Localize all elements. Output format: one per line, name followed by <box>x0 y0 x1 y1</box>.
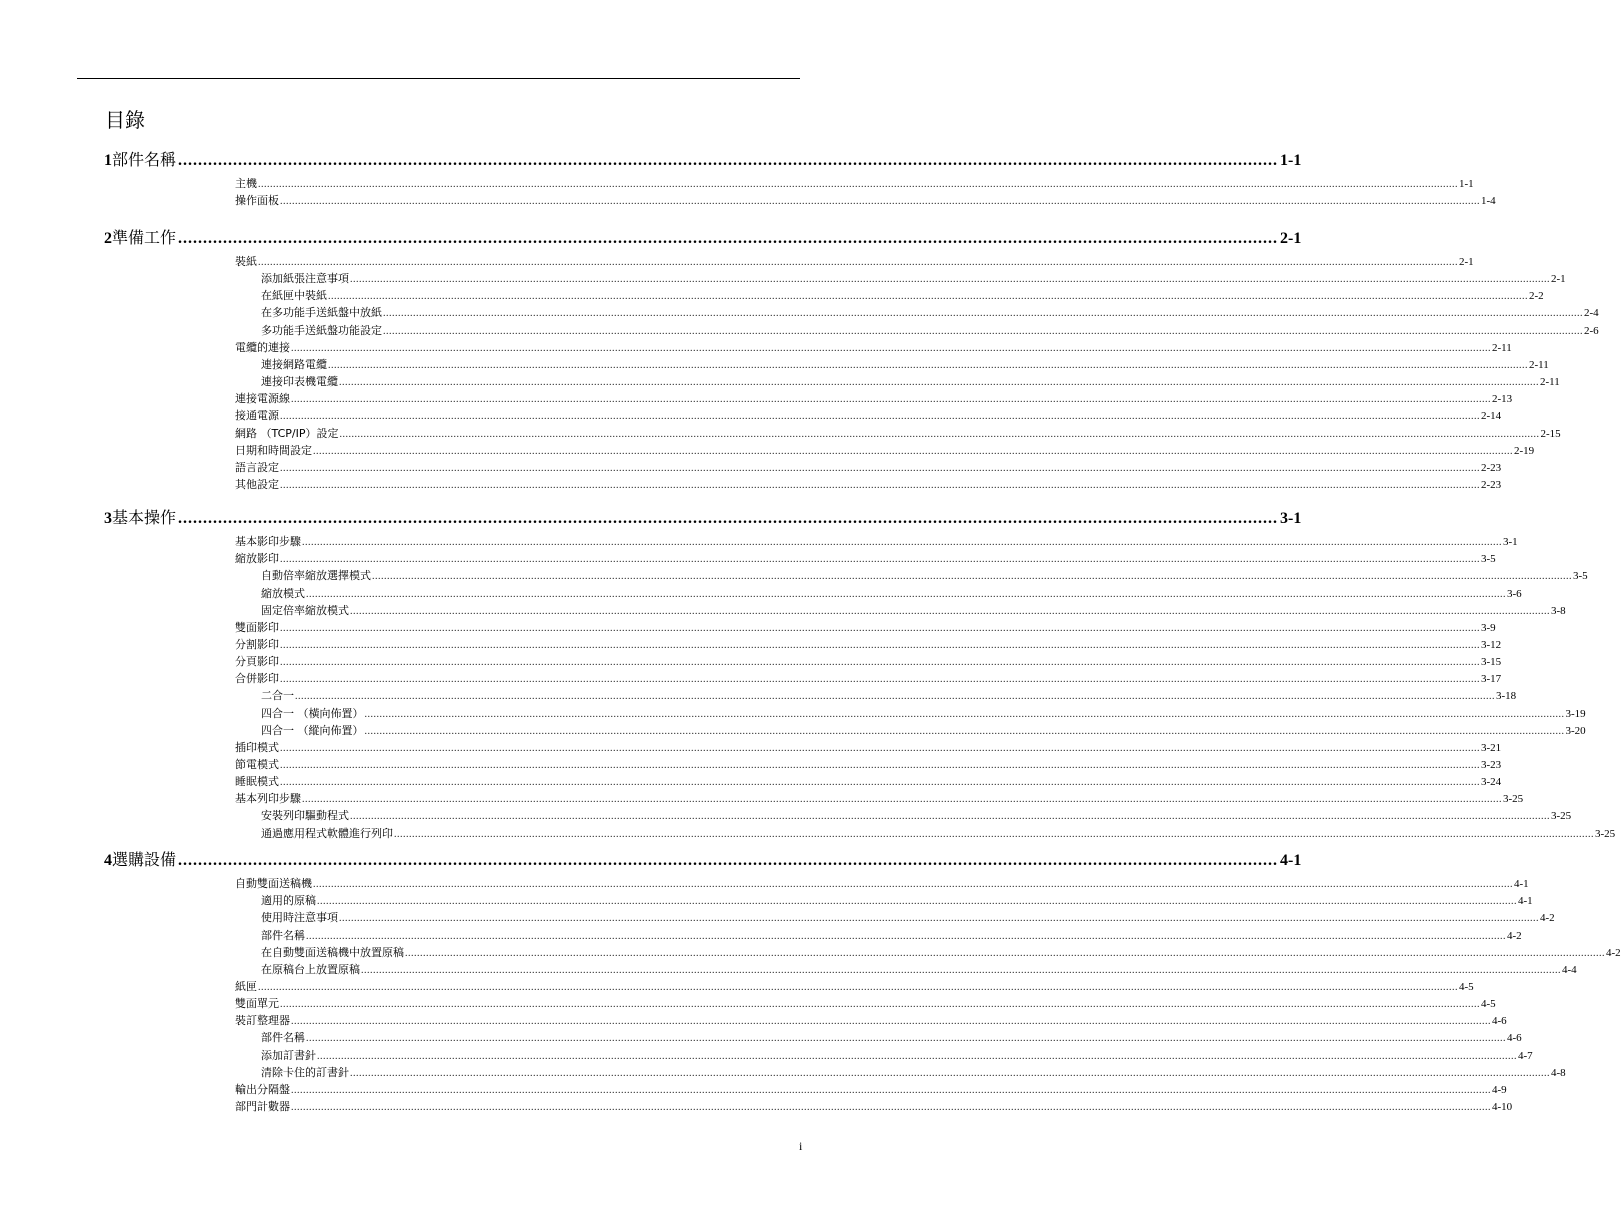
page-folio: i <box>799 1139 803 1153</box>
chapter-row[interactable] <box>104 507 1302 529</box>
toc-subentry[interactable] <box>261 705 1586 722</box>
toc-subentry[interactable] <box>261 1047 1533 1064</box>
dot-leader: ................................................................................................................................................................................................................................................................................................................................................................................................................ <box>280 411 1480 423</box>
chapter-number: 4 <box>104 852 112 869</box>
entry-page-number: 3-24 <box>1481 776 1502 789</box>
entry-page-number: 4-2 <box>1540 912 1555 925</box>
dot-leader: ................................................................................................................................................................................................................................................................................................................................................................................................................ <box>280 742 1480 754</box>
toc-entry[interactable] <box>235 978 1474 995</box>
toc-entry[interactable] <box>235 636 1502 653</box>
dot-leader: ............................................................................................................................................................................................................................ <box>178 230 1279 247</box>
chapter-row[interactable] <box>104 849 1302 871</box>
chapter-row[interactable] <box>104 149 1302 171</box>
toc-heading: 目錄 <box>105 108 145 132</box>
dot-leader: ................................................................................................................................................................................................................................................................................................................................................................................................................ <box>302 794 1502 806</box>
toc-subentry[interactable] <box>261 356 1549 373</box>
dot-leader: ................................................................................................................................................................................................................................................................................................................................................................................................................ <box>339 428 1540 440</box>
entry-page-number: 3-19 <box>1565 707 1586 720</box>
toc-subentry[interactable] <box>261 602 1566 619</box>
entry-page-number: 2-11 <box>1540 376 1560 388</box>
entry-page-number: 3-25 <box>1503 793 1524 806</box>
entry-page-number: 3-20 <box>1565 724 1586 737</box>
entry-title: 連接網路電纜 <box>261 357 327 371</box>
entry-page-number: 3-25 <box>1595 827 1616 840</box>
entry-page-number: 3-21 <box>1481 741 1502 754</box>
dot-leader: ................................................................................................................................................................................................................................................................................................................................................................................................................ <box>280 462 1480 474</box>
entry-title: 連接電源線 <box>235 392 290 406</box>
entry-title: 分頁影印 <box>235 655 279 668</box>
entry-page-number: 4-4 <box>1562 963 1577 976</box>
toc-entry[interactable] <box>235 875 1529 892</box>
entry-title: 四合一 （縱向佈置） <box>261 723 364 737</box>
toc-entry[interactable] <box>235 459 1502 476</box>
entry-page-number: 3-17 <box>1481 673 1502 686</box>
chapter-page-number: 2-1 <box>1280 230 1302 247</box>
chapter-number: 1 <box>104 152 112 169</box>
entry-title: 語言設定 <box>235 460 279 474</box>
entry-title: 合併影印 <box>235 672 279 686</box>
toc-entry[interactable] <box>235 1098 1513 1115</box>
dot-leader: ............................................................................................................................................................................................................................ <box>178 152 1279 169</box>
toc-entry[interactable] <box>235 390 1513 407</box>
dot-leader: ................................................................................................................................................................................................................................................................................................................................................................................................................ <box>328 359 1528 371</box>
dot-leader: ................................................................................................................................................................................................................................................................................................................................................................................................................ <box>280 554 1480 566</box>
dot-leader: ................................................................................................................................................................................................................................................................................................................................................................................................................ <box>280 999 1480 1010</box>
entry-title: 插印模式 <box>235 740 279 754</box>
entry-page-number: 4-5 <box>1459 980 1474 993</box>
dot-leader: ................................................................................................................................................................................................................................................................................................................................................................................................................ <box>280 196 1480 208</box>
header-rule <box>77 78 800 79</box>
entry-title: 紙匣 <box>235 979 257 993</box>
entry-page-number: 2-19 <box>1514 444 1535 457</box>
toc-subentry[interactable] <box>261 567 1588 584</box>
entry-page-number: 3-1 <box>1503 536 1518 548</box>
dot-leader: ................................................................................................................................................................................................................................................................................................................................................................................................................ <box>339 913 1539 925</box>
toc-subentry[interactable] <box>261 909 1555 926</box>
toc-subentry[interactable] <box>261 807 1572 824</box>
chapter-number: 3 <box>104 510 112 527</box>
entry-page-number: 4-6 <box>1492 1015 1507 1028</box>
entry-page-number: 2-4 <box>1584 307 1599 320</box>
toc-subentry[interactable] <box>261 1029 1522 1046</box>
dot-leader: ................................................................................................................................................................................................................................................................................................................................................................................................................ <box>306 1033 1506 1045</box>
entry-title: 連接印表機電纜 <box>261 375 338 388</box>
chapter-title: 準備工作 <box>112 228 177 247</box>
entry-title: 四合一 （橫向佈置） <box>261 706 364 720</box>
entry-page-number: 4-9 <box>1492 1083 1507 1096</box>
toc-entry[interactable] <box>235 476 1502 493</box>
dot-leader: ................................................................................................................................................................................................................................................................................................................................................................................................................ <box>361 964 1561 976</box>
toc-entry[interactable] <box>235 407 1502 424</box>
entry-page-number: 2-15 <box>1540 427 1561 440</box>
toc-subentry[interactable] <box>261 304 1599 321</box>
entry-page-number: 2-23 <box>1481 461 1502 474</box>
toc-subentry[interactable] <box>261 825 1616 842</box>
entry-title: 安裝列印驅動程式 <box>261 809 349 823</box>
dot-leader: ................................................................................................................................................................................................................................................................................................................................................................................................................ <box>350 274 1550 286</box>
toc-subentry[interactable] <box>261 1064 1566 1081</box>
chapter-title: 部件名稱 <box>112 150 177 169</box>
toc-entry[interactable] <box>235 1012 1507 1029</box>
toc-entry[interactable] <box>235 253 1474 270</box>
entry-title: 在自動雙面送稿機中放置原稿 <box>261 945 404 959</box>
dot-leader: ................................................................................................................................................................................................................................................................................................................................................................................................................ <box>302 537 1502 548</box>
entry-title: 縮放模式 <box>261 586 305 600</box>
dot-leader: ................................................................................................................................................................................................................................................................................................................................................................................................................ <box>291 342 1491 354</box>
dot-leader: ................................................................................................................................................................................................................................................................................................................................................................................................................ <box>317 896 1517 908</box>
entry-page-number: 4-1 <box>1518 895 1533 908</box>
entry-title: 在紙匣中裝紙 <box>261 289 327 303</box>
dot-leader: ................................................................................................................................................................................................................................................................................................................................................................................................................ <box>405 947 1605 959</box>
toc-entry[interactable] <box>235 533 1518 550</box>
entry-title: 基本影印步驟 <box>235 535 301 548</box>
entry-title: 網路 （TCP/IP）設定 <box>235 426 339 440</box>
dot-leader: ................................................................................................................................................................................................................................................................................................................................................................................................................ <box>280 479 1480 491</box>
toc-entry[interactable] <box>235 756 1502 773</box>
entry-page-number: 4-7 <box>1518 1049 1533 1062</box>
dot-leader: ............................................................................................................................................................................................................................ <box>178 852 1279 869</box>
entry-page-number: 2-1 <box>1551 273 1566 286</box>
entry-title: 添加紙張注意事項 <box>261 272 349 286</box>
dot-leader: ................................................................................................................................................................................................................................................................................................................................................................................................................ <box>317 1050 1517 1062</box>
toc-entry[interactable] <box>235 1081 1507 1098</box>
entry-page-number: 3-23 <box>1481 759 1502 771</box>
dot-leader: ................................................................................................................................................................................................................................................................................................................................................................................................................ <box>258 257 1458 268</box>
entry-page-number: 3-25 <box>1551 810 1572 823</box>
dot-leader: ................................................................................................................................................................................................................................................................................................................................................................................................................ <box>280 639 1480 651</box>
dot-leader: ................................................................................................................................................................................................................................................................................................................................................................................................................ <box>295 691 1495 703</box>
toc-subentry[interactable] <box>261 287 1544 304</box>
dot-leader: ................................................................................................................................................................................................................................................................................................................................................................................................................ <box>364 725 1565 737</box>
toc-entry[interactable] <box>235 192 1496 209</box>
dot-leader: ................................................................................................................................................................................................................................................................................................................................................................................................................ <box>280 777 1480 789</box>
dot-leader: ................................................................................................................................................................................................................................................................................................................................................................................................................ <box>280 622 1480 634</box>
entry-title: 在多功能手送紙盤中放紙 <box>261 306 382 320</box>
entry-page-number: 4-8 <box>1551 1066 1566 1079</box>
chapter-page-number: 4-1 <box>1280 852 1302 869</box>
toc-entry[interactable] <box>235 670 1502 687</box>
dot-leader: ................................................................................................................................................................................................................................................................................................................................................................................................................ <box>394 828 1594 840</box>
entry-title: 其他設定 <box>235 477 279 491</box>
entry-title: 日期和時間設定 <box>235 443 312 457</box>
entry-page-number: 3-8 <box>1551 604 1566 617</box>
entry-page-number: 3-5 <box>1573 570 1588 583</box>
toc-entry[interactable] <box>235 175 1474 192</box>
chapter-page-number: 1-1 <box>1280 152 1302 169</box>
entry-title: 輸出分隔盤 <box>235 1082 290 1096</box>
entry-page-number: 2-23 <box>1481 478 1502 491</box>
entry-page-number: 1-1 <box>1459 178 1474 190</box>
toc-subentry[interactable] <box>261 322 1599 339</box>
dot-leader: ................................................................................................................................................................................................................................................................................................................................................................................................................ <box>258 179 1458 190</box>
dot-leader: ................................................................................................................................................................................................................................................................................................................................................................................................................ <box>350 605 1550 617</box>
entry-title: 節電模式 <box>235 758 279 771</box>
dot-leader: ................................................................................................................................................................................................................................................................................................................................................................................................................ <box>306 930 1506 942</box>
entry-page-number: 3-9 <box>1481 621 1496 634</box>
dot-leader: ................................................................................................................................................................................................................................................................................................................................................................................................................ <box>280 760 1480 771</box>
dot-leader: ................................................................................................................................................................................................................................................................................................................................................................................................................ <box>280 674 1480 686</box>
toc-entry[interactable] <box>235 425 1561 442</box>
entry-page-number: 2-13 <box>1492 393 1513 406</box>
toc-entry[interactable] <box>235 619 1496 636</box>
entry-title: 添加訂書針 <box>261 1048 316 1062</box>
entry-page-number: 4-2 <box>1606 946 1621 959</box>
entry-title: 二合一 <box>261 689 294 703</box>
entry-page-number: 2-14 <box>1481 410 1502 423</box>
entry-title: 接通電源 <box>235 409 279 423</box>
entry-title: 主機 <box>235 177 257 190</box>
entry-page-number: 3-6 <box>1507 587 1522 600</box>
entry-title: 裝訂整理器 <box>235 1014 290 1028</box>
dot-leader: ................................................................................................................................................................................................................................................................................................................................................................................................................ <box>280 657 1480 668</box>
entry-title: 分割影印 <box>235 637 279 651</box>
entry-title: 部件名稱 <box>261 928 305 942</box>
entry-page-number: 4-6 <box>1507 1032 1522 1045</box>
entry-title: 自動雙面送稿機 <box>235 877 312 890</box>
toc-entry[interactable] <box>235 790 1524 807</box>
toc-entry[interactable] <box>235 550 1496 567</box>
entry-page-number: 3-12 <box>1481 638 1502 651</box>
toc-entry[interactable] <box>235 442 1535 459</box>
dot-leader: ................................................................................................................................................................................................................................................................................................................................................................................................................ <box>350 811 1550 823</box>
entry-title: 固定倍率縮放模式 <box>261 603 349 617</box>
dot-leader: ................................................................................................................................................................................................................................................................................................................................................................................................................ <box>291 394 1491 406</box>
dot-leader: ................................................................................................................................................................................................................................................................................................................................................................................................................ <box>291 1084 1491 1096</box>
entry-page-number: 4-10 <box>1492 1101 1513 1113</box>
entry-page-number: 4-1 <box>1514 878 1529 890</box>
dot-leader: ................................................................................................................................................................................................................................................................................................................................................................................................................ <box>383 308 1583 320</box>
toc-entry[interactable] <box>235 773 1502 790</box>
dot-leader: ................................................................................................................................................................................................................................................................................................................................................................................................................ <box>291 1016 1491 1028</box>
dot-leader: ................................................................................................................................................................................................................................................................................................................................................................................................................ <box>313 445 1513 457</box>
toc-subentry[interactable] <box>261 961 1577 978</box>
toc-subentry[interactable] <box>261 892 1533 909</box>
dot-leader: ................................................................................................................................................................................................................................................................................................................................................................................................................ <box>291 1102 1491 1113</box>
toc-subentry[interactable] <box>261 687 1517 704</box>
dot-leader: ................................................................................................................................................................................................................................................................................................................................................................................................................ <box>383 325 1583 337</box>
dot-leader: ................................................................................................................................................................................................................................................................................................................................................................................................................ <box>328 291 1528 303</box>
toc-subentry[interactable] <box>261 270 1566 287</box>
entry-title: 縮放影印 <box>235 552 279 566</box>
entry-title: 基本列印步驟 <box>235 792 301 806</box>
entry-page-number: 1-4 <box>1481 195 1496 208</box>
entry-title: 電纜的連接 <box>235 340 290 354</box>
chapter-number: 2 <box>104 230 112 247</box>
dot-leader: ................................................................................................................................................................................................................................................................................................................................................................................................................ <box>258 981 1458 993</box>
entry-page-number: 3-18 <box>1496 690 1517 703</box>
entry-page-number: 2-11 <box>1529 358 1549 371</box>
dot-leader: ................................................................................................................................................................................................................................................................................................................................................................................................................ <box>313 879 1513 890</box>
entry-page-number: 2-1 <box>1459 256 1474 268</box>
toc-subentry[interactable] <box>261 927 1522 944</box>
entry-page-number: 4-5 <box>1481 998 1496 1010</box>
entry-page-number: 2-2 <box>1529 290 1544 303</box>
entry-title: 雙面影印 <box>235 620 279 634</box>
entry-title: 雙面單元 <box>235 997 279 1010</box>
entry-title: 適用的原稿 <box>261 894 316 908</box>
entry-page-number: 3-15 <box>1481 656 1502 668</box>
dot-leader: ............................................................................................................................................................................................................................ <box>178 510 1279 527</box>
entry-title: 部件名稱 <box>261 1031 305 1045</box>
entry-title: 清除卡住的訂書針 <box>261 1065 349 1079</box>
entry-page-number: 2-11 <box>1492 341 1512 354</box>
dot-leader: ................................................................................................................................................................................................................................................................................................................................................................................................................ <box>339 377 1539 388</box>
toc-subentry[interactable] <box>261 944 1621 961</box>
chapter-title: 選購設備 <box>112 850 177 869</box>
dot-leader: ................................................................................................................................................................................................................................................................................................................................................................................................................ <box>350 1067 1550 1079</box>
entry-title: 多功能手送紙盤功能設定 <box>261 323 382 337</box>
entry-page-number: 3-5 <box>1481 553 1496 566</box>
dot-leader: ................................................................................................................................................................................................................................................................................................................................................................................................................ <box>364 708 1565 720</box>
chapter-row[interactable] <box>104 227 1302 249</box>
chapter-page-number: 3-1 <box>1280 510 1302 527</box>
entry-title: 使用時注意事項 <box>261 911 338 925</box>
entry-title: 在原稿台上放置原稿 <box>261 962 360 976</box>
toc-subentry[interactable] <box>261 585 1522 602</box>
toc-subentry[interactable] <box>261 373 1560 390</box>
toc-entry[interactable] <box>235 995 1496 1012</box>
dot-leader: ................................................................................................................................................................................................................................................................................................................................................................................................................ <box>372 571 1572 583</box>
toc-subentry[interactable] <box>261 722 1586 739</box>
entry-title: 裝紙 <box>235 255 257 268</box>
entry-title: 自動倍率縮放選擇模式 <box>261 569 371 583</box>
dot-leader: ................................................................................................................................................................................................................................................................................................................................................................................................................ <box>306 588 1506 600</box>
entry-title: 睡眠模式 <box>235 775 279 789</box>
toc-entry[interactable] <box>235 653 1502 670</box>
chapter-title: 基本操作 <box>112 508 177 527</box>
entry-title: 通過應用程式軟體進行列印 <box>261 826 393 840</box>
toc-entry[interactable] <box>235 739 1502 756</box>
toc-entry[interactable] <box>235 339 1512 356</box>
entry-title: 操作面板 <box>235 194 279 208</box>
entry-page-number: 2-6 <box>1584 324 1599 337</box>
entry-title: 部門計數器 <box>235 1100 290 1113</box>
entry-page-number: 4-2 <box>1507 929 1522 942</box>
